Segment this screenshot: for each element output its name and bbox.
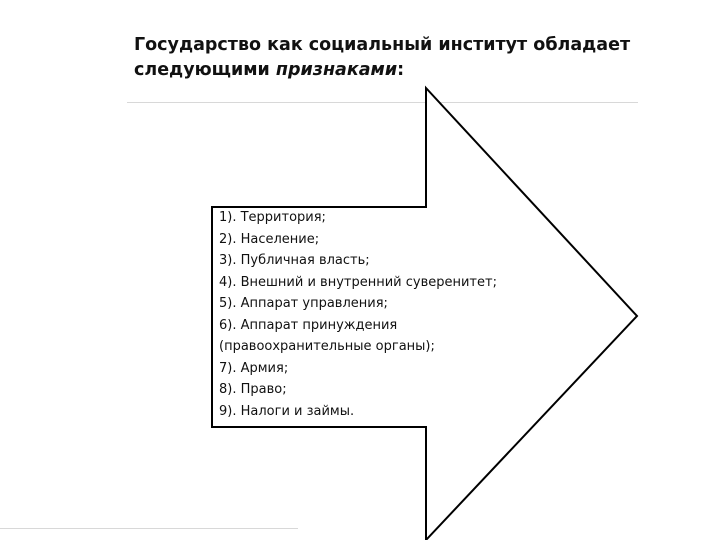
list-item: 3). Публичная власть; bbox=[219, 253, 370, 268]
list-item: 9). Налоги и займы. bbox=[219, 403, 355, 419]
title-italic-text: признаками bbox=[275, 60, 398, 80]
list-item: 6). Аппарат принуждения bbox=[219, 317, 398, 333]
list-item: 8). Право; bbox=[219, 382, 287, 397]
title-regular-text: Государство как социальный институт обладает следующими bbox=[134, 35, 631, 80]
list-item: 1). Территория; bbox=[219, 210, 326, 225]
list-item: 2). Население; bbox=[219, 231, 320, 247]
title-end-text: : bbox=[397, 60, 405, 80]
list-item: (правоохранительные органы); bbox=[219, 339, 435, 354]
list-item: 7). Армия; bbox=[219, 360, 289, 376]
features-list bbox=[219, 207, 559, 422]
list-item: 4). Внешний и внутренний суверенитет; bbox=[219, 274, 497, 290]
list-item: 5). Аппарат управления; bbox=[219, 296, 388, 311]
